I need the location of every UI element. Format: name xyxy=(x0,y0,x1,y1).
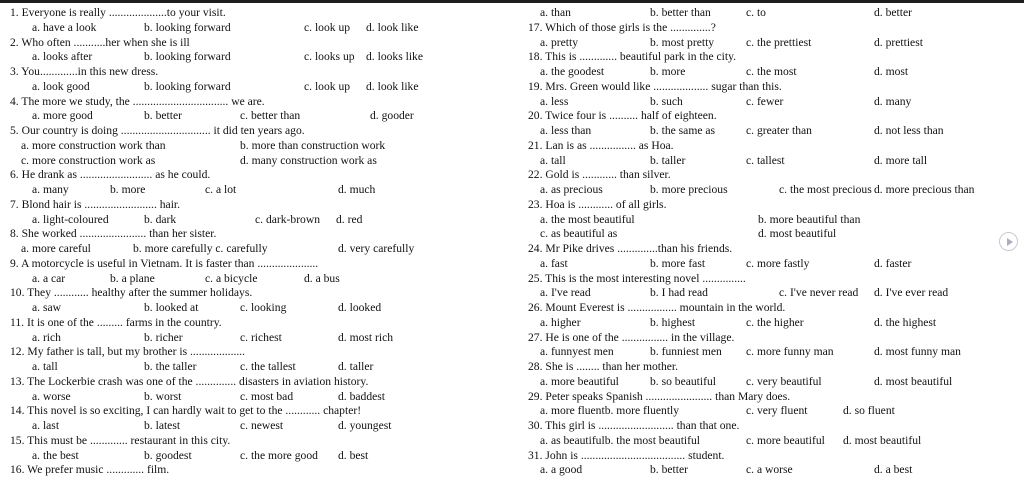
right-column xyxy=(522,6,992,478)
question-line xyxy=(10,95,505,110)
question-line xyxy=(10,375,505,390)
play-icon xyxy=(1007,238,1013,246)
option-text: c. very beautiful xyxy=(746,374,822,388)
option-text: a. rich xyxy=(32,330,61,344)
option-text: d. most beautiful xyxy=(843,433,922,447)
option-text: a. higher xyxy=(540,315,581,329)
option-text: b. latest xyxy=(144,419,181,432)
option-text: c. looking xyxy=(240,301,287,314)
option-text: d. taller xyxy=(338,360,374,373)
options-line xyxy=(522,345,992,360)
question-line xyxy=(522,80,992,95)
option-text: b. richer xyxy=(144,330,183,344)
option-text: c. look up xyxy=(304,79,351,93)
options-line xyxy=(522,154,992,169)
option-text: b. the taller xyxy=(144,360,197,373)
question-line xyxy=(10,257,505,272)
options-line xyxy=(10,154,505,169)
options-line xyxy=(10,390,505,405)
question-text: 28. She is ........ than her mother. xyxy=(528,360,679,373)
options-line xyxy=(10,331,505,346)
option-text: c. most bad xyxy=(240,389,294,403)
option-text: a. saw xyxy=(32,301,61,314)
option-text: d. red xyxy=(336,212,363,226)
question-line xyxy=(522,109,992,124)
option-text: c. the tallest xyxy=(240,360,296,373)
options-line xyxy=(10,80,505,95)
question-line xyxy=(522,168,992,183)
option-text: d. baddest xyxy=(338,389,386,403)
option-text: c. more beautiful xyxy=(746,433,825,447)
option-text: c. the more good xyxy=(240,448,318,462)
option-text: a. more careful xyxy=(21,242,91,255)
options-line xyxy=(10,213,505,228)
option-text: c. as beautiful as xyxy=(540,227,618,241)
question-line xyxy=(10,404,505,419)
option-text: a. as precious xyxy=(540,183,603,196)
option-text: c. looks up xyxy=(304,50,355,64)
option-text: a. more fluentb. more fluently xyxy=(540,404,680,418)
option-text: b. dark xyxy=(144,212,177,226)
option-text: c. the most precious xyxy=(779,183,872,196)
question-line xyxy=(522,139,992,154)
option-text: a. a car xyxy=(32,271,66,285)
question-text: 2. Who often ...........her when she is ill xyxy=(10,35,190,49)
option-text: a. the goodest xyxy=(540,65,605,78)
option-text: b. more xyxy=(650,65,686,78)
question-text: 23. Hoa is ............ of all girls. xyxy=(528,197,667,211)
option-text: d. very carefully xyxy=(338,242,415,255)
question-text: 30. This girl is .......................... than that one. xyxy=(528,419,740,432)
option-text: a. less than xyxy=(540,124,592,137)
option-text: d. not less than xyxy=(874,124,944,137)
question-text: 19. Mrs. Green would like ................... sugar than this. xyxy=(528,79,782,93)
option-text: c. the most xyxy=(746,65,797,78)
option-text: b. more than construction work xyxy=(240,138,386,152)
question-text: 25. This is the most interesting novel ............... xyxy=(528,271,746,285)
option-text: d. more tall xyxy=(874,153,928,167)
option-text: b. more carefully c. carefully xyxy=(133,242,268,255)
option-text: b. goodest xyxy=(144,448,192,462)
options-line xyxy=(10,272,505,287)
question-line xyxy=(522,360,992,375)
options-line xyxy=(10,50,505,65)
question-line xyxy=(522,331,992,346)
question-text: 27. He is one of the ................ in the village. xyxy=(528,330,735,344)
options-line xyxy=(522,65,992,80)
options-line xyxy=(522,257,992,272)
option-text: d. most beautiful xyxy=(758,227,837,241)
options-line xyxy=(522,286,992,301)
question-text: 8. She worked ....................... than her sister. xyxy=(10,227,217,241)
option-text: b. a plane xyxy=(110,271,155,285)
option-text: c. fewer xyxy=(746,94,784,108)
question-text: 9. A motorcycle is useful in Vietnam. It is faster than ..................... xyxy=(10,256,319,270)
question-text: 18. This is ............. beautiful park in the city. xyxy=(528,50,737,64)
next-page-button[interactable] xyxy=(999,232,1018,251)
option-text: a. light-coloured xyxy=(32,212,109,226)
option-text: d. most xyxy=(874,65,909,78)
option-text: b. highest xyxy=(650,315,696,329)
option-text: a. last xyxy=(32,419,60,432)
options-line xyxy=(10,242,505,257)
question-line xyxy=(10,463,505,478)
option-text: d. most rich xyxy=(338,330,394,344)
option-text: a. have a look xyxy=(32,20,97,34)
option-text: b. looked at xyxy=(144,301,199,314)
question-line xyxy=(522,419,992,434)
option-text: c. look up xyxy=(304,20,351,34)
options-line xyxy=(10,449,505,464)
option-text: b. looking forward xyxy=(144,20,231,34)
option-text: d. look like xyxy=(366,79,419,93)
option-text: a. funnyest men xyxy=(540,345,614,359)
option-text: a. a good xyxy=(540,463,583,477)
options-line xyxy=(522,316,992,331)
option-text: d. looked xyxy=(338,301,382,314)
question-line xyxy=(522,50,992,65)
option-text: b. better xyxy=(144,109,182,123)
option-text: a. less xyxy=(540,94,569,108)
options-line xyxy=(522,213,992,228)
question-line xyxy=(10,345,505,360)
option-text: c. I've never read xyxy=(779,286,859,300)
question-line xyxy=(522,198,992,213)
options-line xyxy=(522,95,992,110)
option-text: a. many xyxy=(32,183,69,196)
option-text: b. better xyxy=(650,463,688,477)
option-text: b. looking forward xyxy=(144,50,231,64)
option-text: b. funniest men xyxy=(650,345,722,359)
question-text: 4. The more we study, the ................................. we are. xyxy=(10,94,265,108)
option-text: d. look like xyxy=(366,20,419,34)
option-text: a. than xyxy=(540,6,571,19)
options-line xyxy=(522,404,992,419)
question-text: 1. Everyone is really ....................to your visit. xyxy=(10,6,226,19)
option-text: a. the best xyxy=(32,448,79,462)
option-text: c. more construction work as xyxy=(21,153,156,167)
question-text: 13. The Lockerbie crash was one of the .............. disasters in aviation history. xyxy=(10,374,369,388)
option-text: c. greater than xyxy=(746,124,812,137)
option-text: c. more funny man xyxy=(746,345,834,359)
option-text: b. I had read xyxy=(650,286,708,300)
option-text: d. many xyxy=(874,94,912,108)
option-text: d. the highest xyxy=(874,315,937,329)
option-text: d. most funny man xyxy=(874,345,961,359)
question-text: 26. Mount Everest is ................. mountain in the world. xyxy=(528,301,786,314)
question-text: 24. Mr Pike drives ..............than his friends. xyxy=(528,242,733,255)
option-text: b. most pretty xyxy=(650,35,715,49)
options-line xyxy=(522,6,992,21)
option-text: d. so fluent xyxy=(843,404,895,418)
question-line xyxy=(522,301,992,316)
option-text: c. tallest xyxy=(746,153,785,167)
option-text: c. a bicycle xyxy=(205,271,258,285)
option-text: b. the same as xyxy=(650,124,716,137)
question-text: 7. Blond hair is ......................... hair. xyxy=(10,197,181,211)
option-text: a. tall xyxy=(540,153,566,167)
option-text: d. faster xyxy=(874,256,912,270)
option-text: c. a lot xyxy=(205,183,237,196)
option-text: c. richest xyxy=(240,330,282,344)
options-line xyxy=(10,360,505,375)
option-text: b. looking forward xyxy=(144,79,231,93)
question-text: 17. Which of those girls is the ..............? xyxy=(528,20,716,34)
question-text: 11. It is one of the ......... farms in the country. xyxy=(10,315,222,329)
options-line xyxy=(10,183,505,198)
options-line xyxy=(522,434,992,449)
option-text: a. worse xyxy=(32,389,71,403)
option-text: c. the prettiest xyxy=(746,35,812,49)
option-text: b. worst xyxy=(144,389,182,403)
option-text: a. pretty xyxy=(540,35,578,49)
option-text: c. newest xyxy=(240,419,284,432)
option-text: d. I've ever read xyxy=(874,286,949,300)
option-text: b. such xyxy=(650,94,683,108)
options-line xyxy=(522,375,992,390)
option-text: b. so beautiful xyxy=(650,374,717,388)
question-line xyxy=(522,242,992,257)
question-line xyxy=(10,198,505,213)
question-line xyxy=(10,316,505,331)
question-text: 15. This must be ............. restaurant in this city. xyxy=(10,433,231,447)
option-text: d. more precious than xyxy=(874,183,975,196)
question-line xyxy=(522,21,992,36)
option-text: b. better than xyxy=(650,6,711,19)
question-text: 5. Our country is doing ............................... it did ten years ago. xyxy=(10,124,305,137)
option-text: d. better xyxy=(874,6,912,19)
question-line xyxy=(522,390,992,405)
question-text: 20. Twice four is .......... half of eighteen. xyxy=(528,109,717,123)
option-text: d. many construction work as xyxy=(240,153,377,167)
question-text: 3. You.............in this new dress. xyxy=(10,65,159,78)
option-text: d. youngest xyxy=(338,419,392,432)
option-text: d. a best xyxy=(874,463,913,477)
option-text: a. as beautifulb. the most beautiful xyxy=(540,433,701,447)
option-text: a. fast xyxy=(540,256,568,270)
option-text: b. more beautiful than xyxy=(758,212,861,226)
question-line xyxy=(522,449,992,464)
options-line xyxy=(10,301,505,316)
question-text: 14. This novel is so exciting, I can hardly wait to get to the ............ chapter! xyxy=(10,404,362,418)
option-text: d. much xyxy=(338,183,376,196)
option-text: b. more fast xyxy=(650,256,706,270)
option-text: d. best xyxy=(338,448,369,462)
options-line xyxy=(522,36,992,51)
option-text: a. more construction work than xyxy=(21,138,166,152)
option-text: a. look good xyxy=(32,79,90,93)
question-text: 31. John is .................................... student. xyxy=(528,448,725,462)
option-text: a. more beautiful xyxy=(540,374,619,388)
options-line xyxy=(522,227,992,242)
option-text: a. more good xyxy=(32,109,93,123)
left-column xyxy=(10,6,505,478)
top-border xyxy=(0,0,1024,3)
options-line xyxy=(10,21,505,36)
option-text: b. more precious xyxy=(650,183,728,196)
option-text: c. a worse xyxy=(746,463,793,477)
option-text: d. a bus xyxy=(304,271,340,285)
question-text: 22. Gold is ............ than silver. xyxy=(528,168,671,182)
question-line xyxy=(10,36,505,51)
option-text: a. looks after xyxy=(32,50,93,64)
option-text: d. looks like xyxy=(366,50,424,64)
options-line xyxy=(522,183,992,198)
option-text: c. better than xyxy=(240,109,301,123)
option-text: c. to xyxy=(746,6,766,19)
option-text: d. gooder xyxy=(370,109,414,123)
option-text: d. prettiest xyxy=(874,35,923,49)
question-text: 12. My father is tall, but my brother is ................... xyxy=(10,345,246,359)
question-line xyxy=(10,227,505,242)
option-text: b. more xyxy=(110,183,146,196)
options-line xyxy=(522,124,992,139)
options-line xyxy=(10,109,505,124)
question-line xyxy=(10,6,505,21)
question-line xyxy=(522,272,992,287)
question-line xyxy=(10,65,505,80)
option-text: a. I've read xyxy=(540,286,591,300)
options-line xyxy=(10,139,505,154)
question-line xyxy=(10,124,505,139)
question-text: 21. Lan is as ................ as Hoa. xyxy=(528,138,674,152)
question-text: 16. We prefer music ............. film. xyxy=(10,463,170,477)
question-line xyxy=(10,434,505,449)
options-line xyxy=(10,419,505,434)
question-text: 10. They ............ healthy after the summer holidays. xyxy=(10,286,253,300)
option-text: c. the higher xyxy=(746,315,804,329)
option-text: a. tall xyxy=(32,360,58,373)
question-line xyxy=(10,286,505,301)
question-text: 29. Peter speaks Spanish ....................... than Mary does. xyxy=(528,389,791,403)
option-text: c. dark-brown xyxy=(255,212,321,226)
option-text: b. taller xyxy=(650,153,686,167)
option-text: a. the most beautiful xyxy=(540,212,635,226)
option-text: d. most beautiful xyxy=(874,374,953,388)
option-text: c. more fastly xyxy=(746,256,810,270)
option-text: c. very fluent xyxy=(746,404,808,418)
options-line xyxy=(522,463,992,478)
question-line xyxy=(10,168,505,183)
question-text: 6. He drank as ......................... as he could. xyxy=(10,168,211,182)
